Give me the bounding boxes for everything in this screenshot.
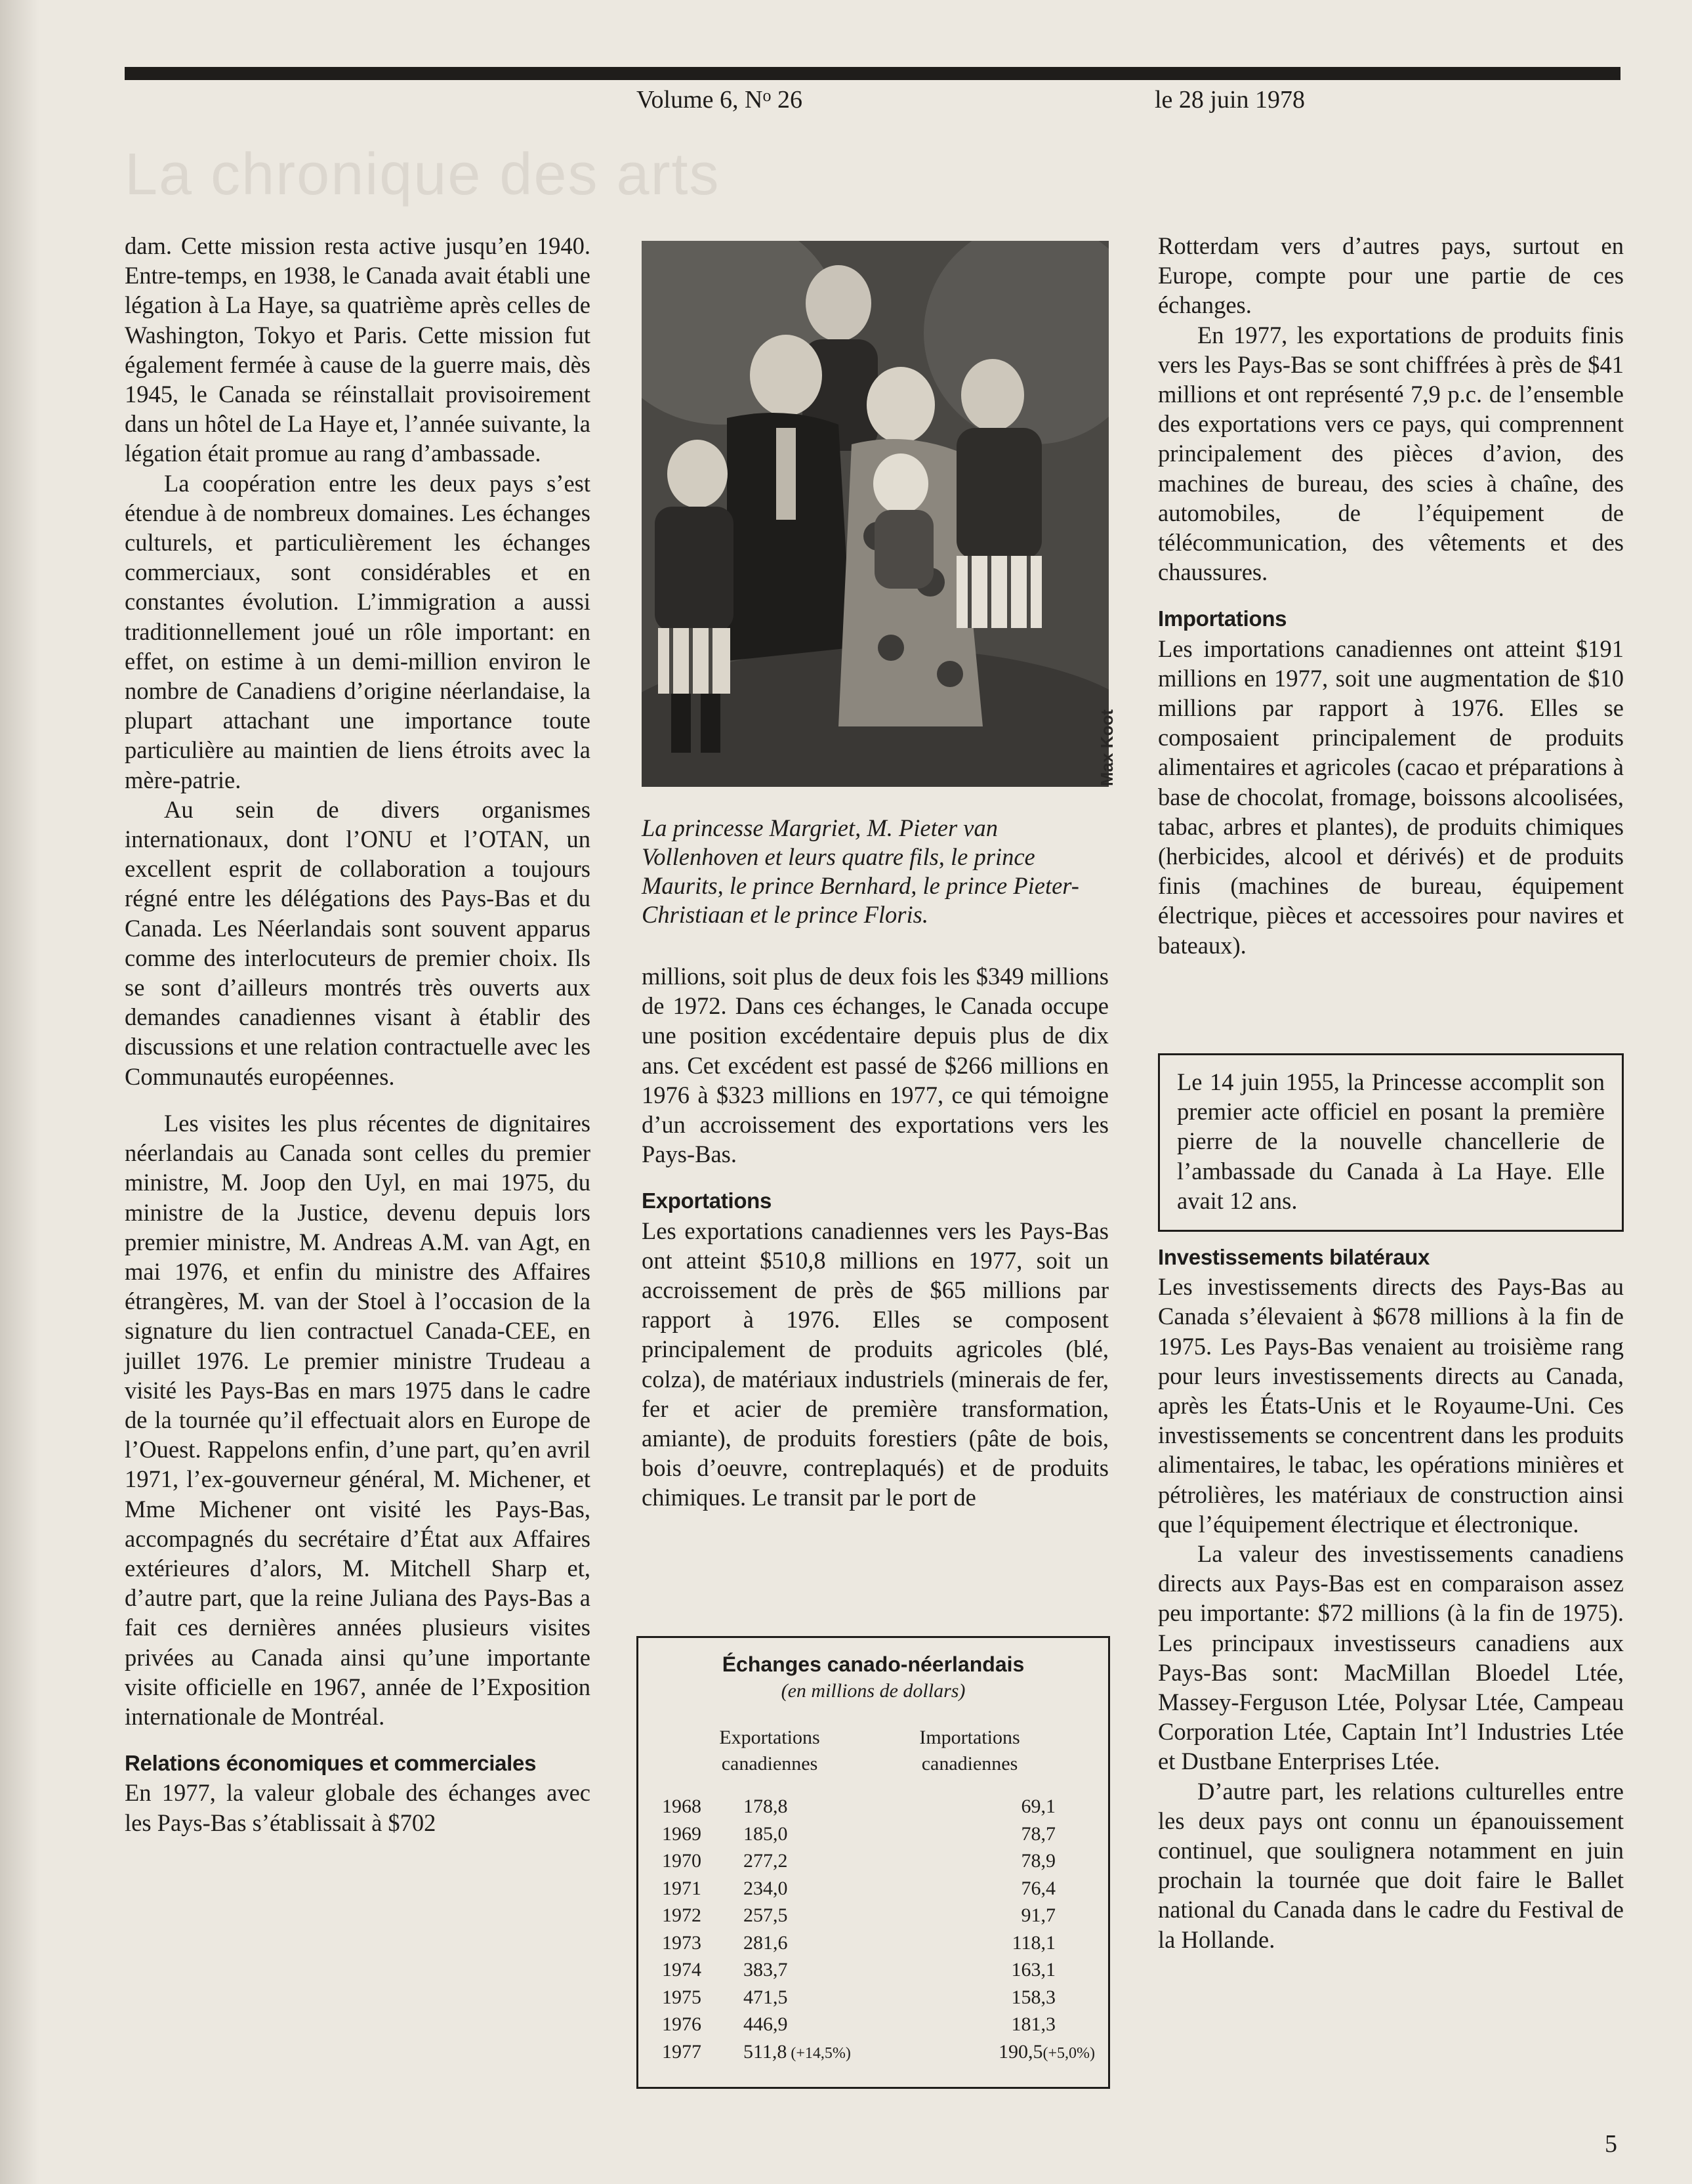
table-row: 1969 185,0 78,7 <box>662 1822 1056 1845</box>
table-row: 1975 471,5 158,3 <box>662 1986 1056 2008</box>
paragraph: Au sein de divers organismes internationaux, dont l’ONU et l’OTAN, un excellent esprit de collaboration a toujours régné entre les délégations des Pays-Bas et du Canada. Les Néerlandais sont souvent apparus comme des interlocuteurs de premier choix. Ils se sont d’ailleurs montrés très ouverts aux demandes canadiennes visant à établir des discussions et une relation contractuelle avec les Communautés européennes. <box>125 795 590 1090</box>
table-title: Échanges canado-néerlandais <box>722 1652 1025 1676</box>
paragraph: Rotterdam vers d’autres pays, surtout en Europe, compte pour une partie de ces échanges. <box>1158 232 1624 319</box>
paragraph: En 1977, les exportations de produits finis vers les Pays-Bas se sont chiffrées à près de $41 millions et ont représenté 7,9 p.c. de l’ensemble des exportations vers ce pays, qui comprennent principalement des pièces d’avion, des machines de bureau, des scies à chaîne, des automobiles, de l’équipement de télécommunication, des vêtements et des chaussures. <box>1158 321 1624 586</box>
paragraph: Les visites les plus récentes de dignitaires néerlandais au Canada sont celles du premier ministre, M. Joop den Uyl, en mai 1975, du ministre de la Justice, devenu depuis lors premier ministre, M. Andreas A.M. van Agt, en mai 1976, et enfin du ministre des Affaires étrangères, M. van der Stoel à l’occasion de la signature du lien contractuel Canada-CEE, en juillet 1976. Le premier ministre Trudeau a visité les Pays-Bas en mars 1975 dans le cadre de la tournée qu’il effectuait alors en Europe de l’Ouest. Rappelons enfin, d’une part, qu’en avril 1971, l’ex-gouverneur général, M. Michener, et Mme Michener ont visité les Pays-Bas, accompagnés du secrétaire d’État aux Affaires extérieures d’alors, M. Mitchell Sharp et, d’autre part, que la reine Juliana des Pays-Bas a fait ces dernières années plusieurs visites privées au Canada ainsi qu’une importante visite officielle en 1967, année de l’Exposition internationale de Montréal. <box>125 1109 590 1730</box>
bleed-through-title: La chronique des arts <box>125 142 720 207</box>
table-row: 1973 281,6 118,1 <box>662 1931 1056 1954</box>
table-body <box>662 1793 1095 2065</box>
page-number: 5 <box>1605 2130 1617 2158</box>
photo-illustration <box>642 241 1109 787</box>
paragraph: En 1977, la valeur globale des échanges avec les Pays-Bas s’établissait à $702 <box>125 1779 590 1836</box>
table-subtitle: (en millions de dollars) <box>781 1680 966 1702</box>
column-right-lower <box>1158 1242 1624 1954</box>
paragraph: Les importations canadiennes ont atteint $191 millions en 1977, soit une augmentation de $10 millions par rapport à 1976. Elles se composaient principalement de produits alimentaires et agricoles (cacao et préparations à base de chocolat, fromage, boissons alcoolisées, tabac, arbres et plantes), de produits chimiques (herbicides, alcool et dérivés) et de produits finis (machines de bureau, équipement électrique, pièces et accessoires pour navires et bateaux). <box>1158 635 1624 959</box>
paragraph: Les exportations canadiennes vers les Pays-Bas ont atteint $510,8 millions en 1977, soit un accroissement de près de $65 millions par rapport à 1976. Elles se composent principalement de produits agricoles (blé, colza), de matériaux industriels (minerais de fer, fer et acier de première transformation, amiante), de produits forestiers (pâte de bois, bois d’oeuvre, contreplaqués) et de produits chimiques. Le transit par le port de <box>642 1217 1109 1511</box>
page-edge-shadow <box>0 0 39 2184</box>
table-row: 1972 257,5 91,7 <box>662 1904 1056 1926</box>
paragraph: dam. Cette mission resta active jusqu’en 1940. Entre-temps, en 1938, le Canada avait établi une légation à La Haye, sa quatrième après celles de Washington, Tokyo et Paris. Cette mission fut également fermée à cause de la guerre mais, dès 1945, le Canada se réinstallait provisoirement dans un hôtel de La Haye et, l’année suivante, la légation était promue au rang d’ambassade. <box>125 232 590 467</box>
section-heading-relations: Relations économiques et commerciales <box>125 1751 537 1776</box>
trade-table <box>636 1636 1110 2089</box>
paragraph: millions, soit plus de deux fois les $349 millions de 1972. Dans ces échanges, le Canada occupe une position excédentaire depuis plus de dix ans. Cet excédent est passé de $266 millions en 1976 à $323 millions en 1977, ce qui témoigne d’un accroissement des exportations vers les Pays-Bas. <box>642 963 1109 1168</box>
paragraph: Les investissements directs des Pays-Bas au Canada s’élevaient à $678 millions à la fin de 1975. Les Pays-Bas venaient au troisième rang pour leurs investissements directs au Canada, après les États-Unis et le Royaume-Uni. Ces investissements se concentrent dans les produits alimentaires, le tabac, les opérations minières et pétrolières, les matériaux de construction ainsi que l’équipement électrique et électronique. <box>1158 1273 1624 1538</box>
section-heading-importations: Importations <box>1158 606 1287 631</box>
paragraph: La coopération entre les deux pays s’est étendue à de nombreux domaines. Les échanges culturels, et particulièrement les échanges commerciaux, sont considérables et en constantes évolution. L’immigration a aussi traditionnellement joué un rôle important: en effet, on estime à un demi-million environ le nombre de Canadiens d’origine néerlandaise, la plupart attachant une importance toute particulière au maintien de liens étroits avec la mère-patrie. <box>125 469 590 793</box>
issue-date: le 28 juin 1978 <box>1155 86 1306 114</box>
photo-credit: Max Koot <box>1097 709 1117 787</box>
table-row: 1974 383,7 163,1 <box>662 1959 1056 1981</box>
column-header-exports: Exportations canadiennes <box>719 1727 820 1774</box>
table-row: 1971 234,0 76,4 <box>662 1877 1056 1899</box>
column-left <box>125 231 590 1838</box>
section-heading-exportations: Exportations <box>642 1188 772 1213</box>
table-row: 1976 446,9 181,3 <box>662 2013 1056 2035</box>
photo-caption: La princesse Margriet, M. Pieter van Vollenhoven et leurs quatre fils, le prince Maurits, le prince Bernhard, le prince Pieter-Christiaan et le prince Floris. <box>642 814 1079 928</box>
paragraph: La valeur des investissements canadiens directs aux Pays-Bas est en comparaison assez peu importante: $72 millions (à la fin de 1975). Les principaux investisseurs canadiens aux Pays-Bas sont: MacMillan Bloedel Ltée, Massey-Ferguson Ltée, Polysar Ltée, Campeau Corporation Ltée, Captain Int’l Industries Ltée et Dustbane Enterprises Ltée. <box>1158 1540 1624 1775</box>
header-rule <box>125 67 1620 80</box>
column-header-imports: Importations canadiennes <box>919 1727 1020 1774</box>
table-row: 1970 277,2 78,9 <box>662 1850 1056 1872</box>
paragraph: D’autre part, les relations culturelles entre les deux pays ont connu un épanouissement continuel, que soulignera notamment en juin prochain la tournée que doit faire le Ballet national du Canada dans le cadre du Festival de la Hollande. <box>1158 1777 1624 1953</box>
issue-volume: Volume 6, $N^o$ 26 <box>636 86 802 114</box>
column-middle <box>642 961 1109 1513</box>
section-heading-investissements: Investissements bilatéraux <box>1158 1245 1430 1269</box>
column-right <box>1158 231 1624 960</box>
table-row: 1968 178,8 69,1 <box>662 1796 1056 1817</box>
boxed-note: Le 14 juin 1955, la Princesse accomplit son premier acte officiel en posant la première pierre de la nouvelle chancellerie de l’ambassade du Canada à La Haye. Elle avait 12 ans. <box>1158 1053 1624 1232</box>
table-row: 1977 511,8 (+14,5%) 190,5(+5,0%) <box>662 2040 1095 2063</box>
royal-family-photo <box>642 241 1109 787</box>
